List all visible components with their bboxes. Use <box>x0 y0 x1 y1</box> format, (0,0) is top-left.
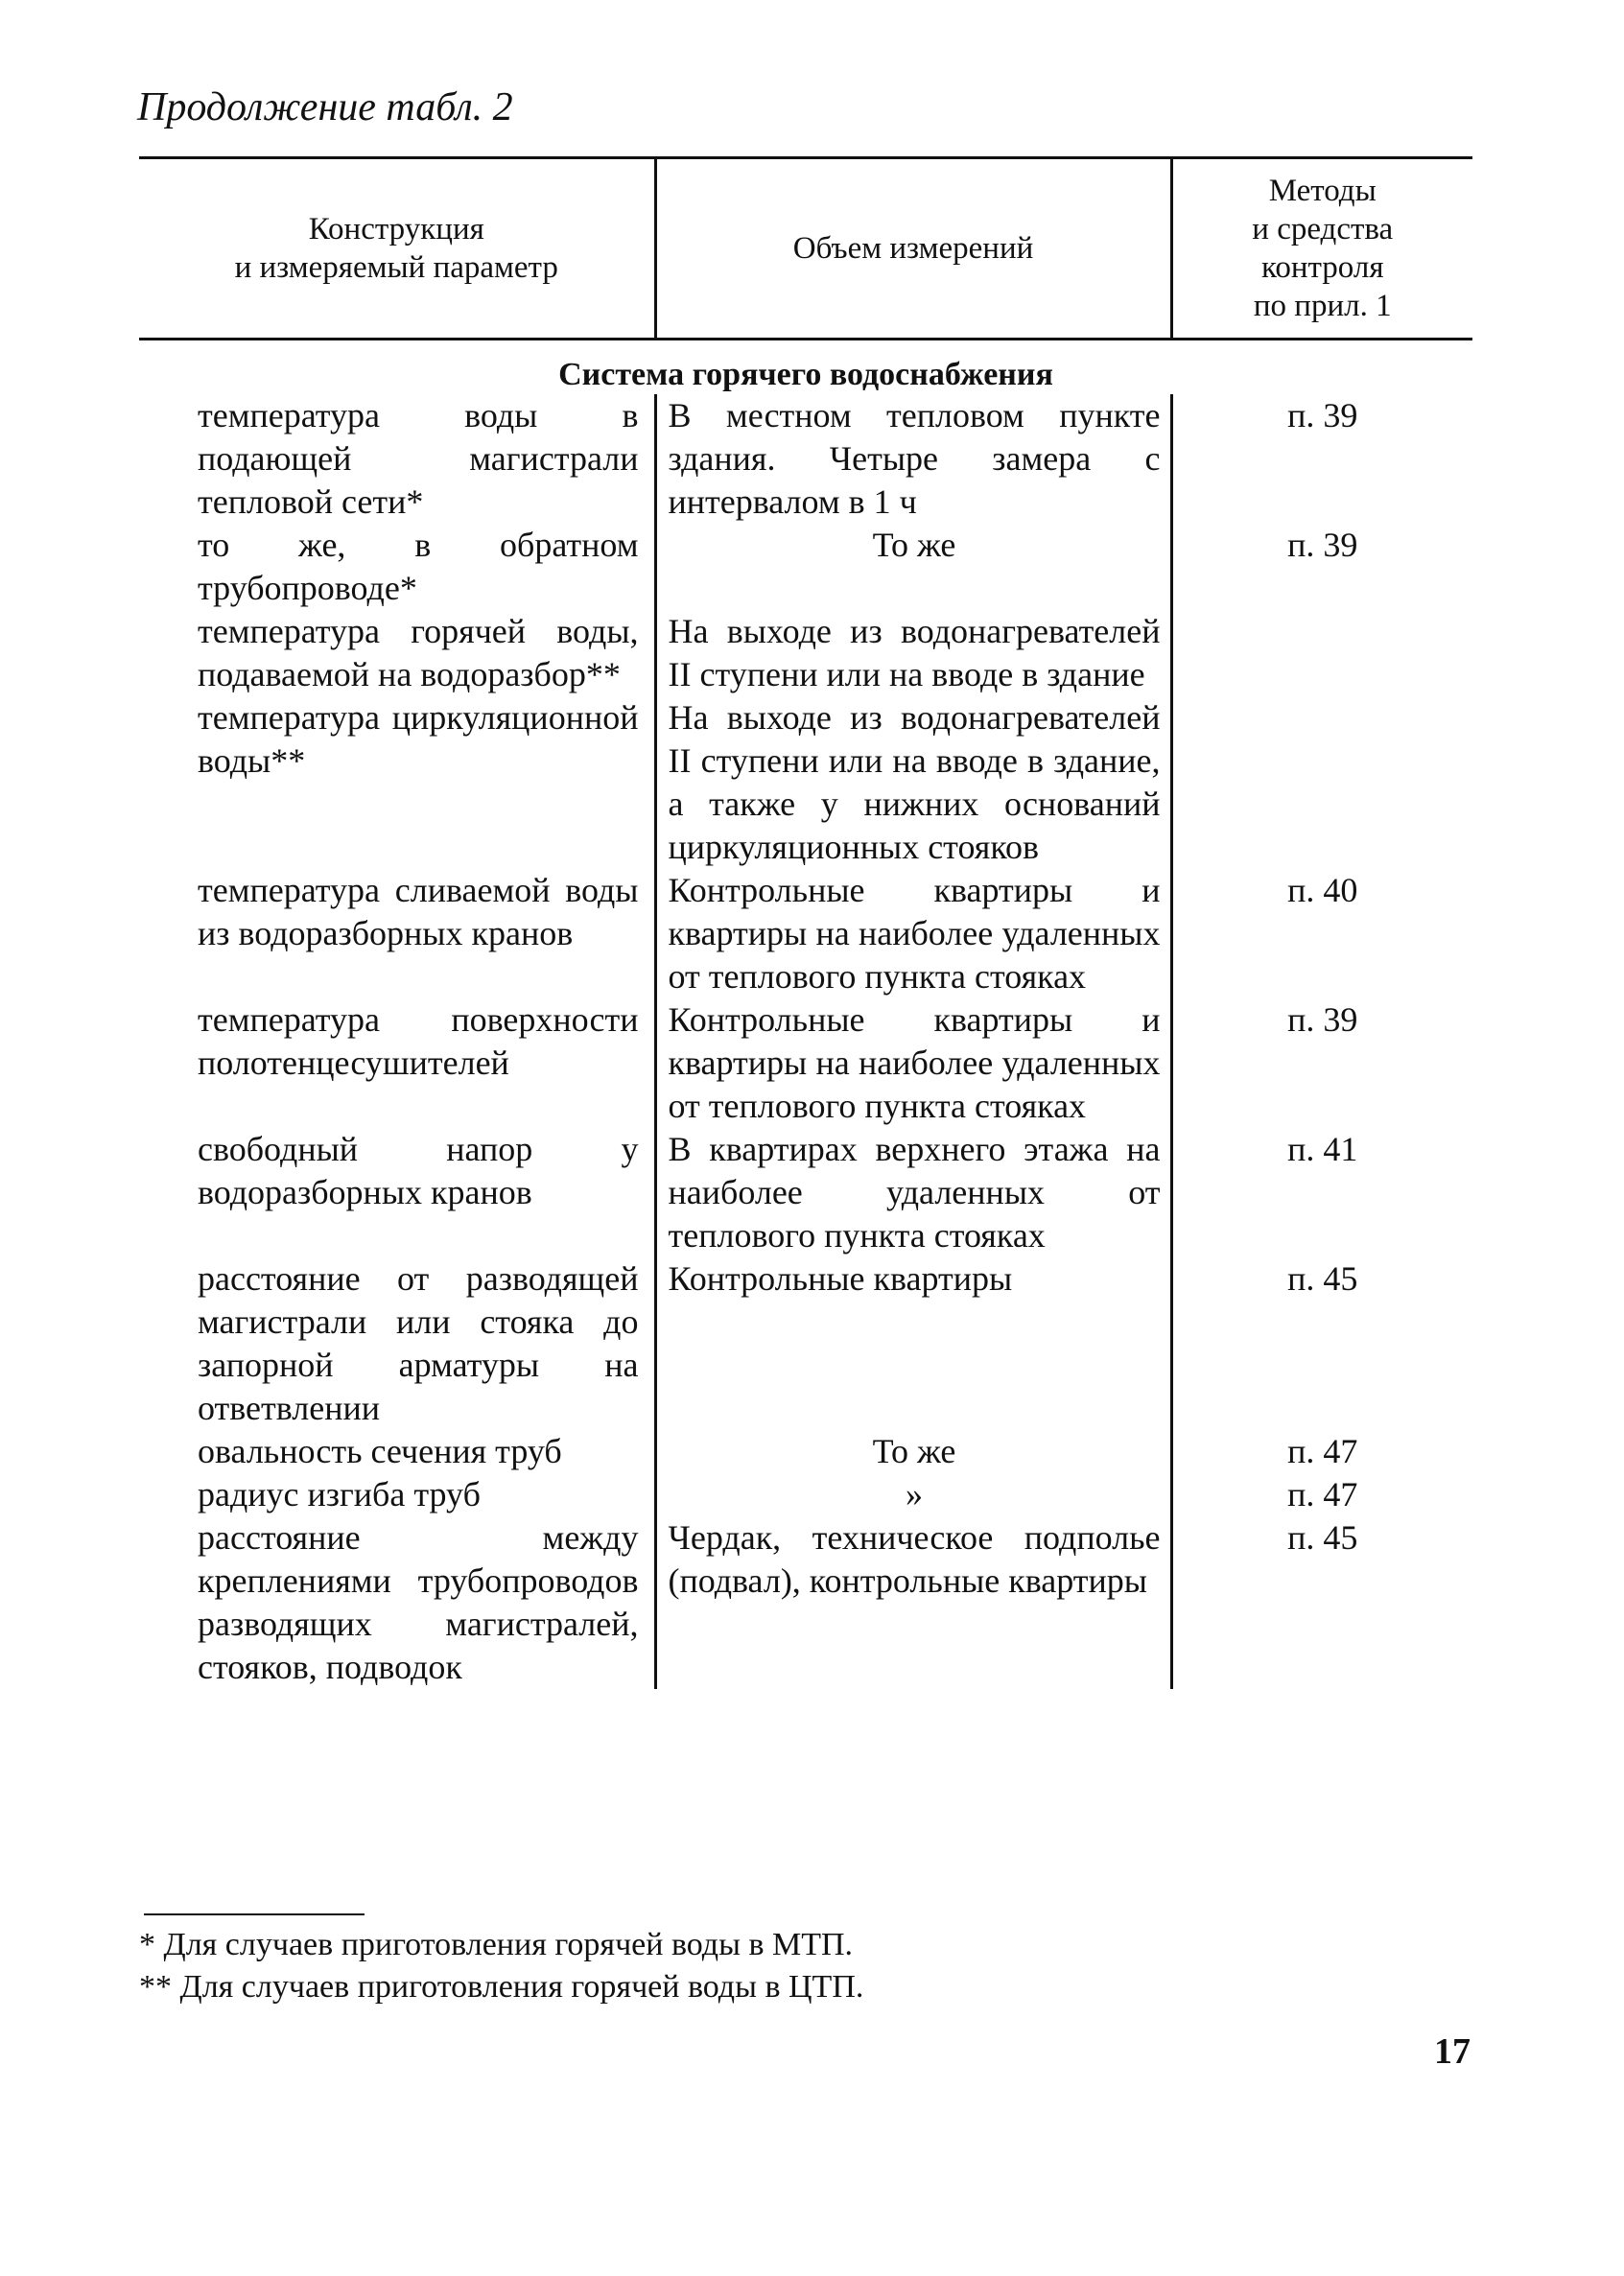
parameter-cell: свободный напор у водоразборных кранов <box>139 1128 655 1257</box>
parameter-cell: то же, в обратном трубопроводе* <box>139 524 655 610</box>
scope-cell: Контрольные квартиры и квартиры на наиболее удаленных от теплового пункта стояках <box>655 869 1171 998</box>
table-row <box>139 1516 1472 1689</box>
parameter-cell: расстояние от разводящей магистрали или стояка до запорной арматуры на ответвлении <box>139 1257 655 1430</box>
table-row <box>139 1128 1472 1257</box>
method-cell <box>1171 696 1472 869</box>
table-row <box>139 394 1472 524</box>
inspection-table <box>139 156 1472 1689</box>
method-cell: п. 41 <box>1287 1130 1358 1168</box>
footnote-ctp: ** Для случаев приготовления горячей воды в ЦТП. <box>139 1969 864 2005</box>
table-row <box>139 1257 1472 1430</box>
method-cell <box>1171 610 1472 696</box>
method-cell: п. 40 <box>1287 871 1358 909</box>
footnote-divider <box>144 1913 365 1915</box>
table-row <box>139 610 1472 696</box>
scope-cell: » <box>655 1473 1171 1516</box>
table-header-row <box>139 158 1472 340</box>
parameter-cell: расстояние между креплениями трубопроводов разводящих магистралей, стояков, подводок <box>139 1516 655 1689</box>
scope-cell: Чердак, техническое подполье (подвал), контрольные квартиры <box>655 1516 1171 1689</box>
header-label: Конструкция и измеряемый параметр <box>234 212 558 285</box>
scope-cell: В квартирах верхнего этажа на наиболее удаленных от теплового пункта стояках <box>655 1128 1171 1257</box>
parameter-cell: температура циркуляционной воды** <box>139 696 655 869</box>
method-cell: п. 39 <box>1287 1000 1358 1039</box>
header-control-methods <box>1171 158 1472 340</box>
method-cell: п. 39 <box>1287 396 1358 434</box>
table-row <box>139 696 1472 869</box>
footnotes <box>139 1924 863 2008</box>
page-number: 17 <box>1434 2031 1471 2072</box>
table-row <box>139 524 1472 610</box>
header-label: Методы и средства контроля по прил. 1 <box>1252 174 1394 323</box>
table-continuation-caption: Продолжение табл. 2 <box>137 85 513 129</box>
table-row <box>139 1430 1472 1473</box>
scope-cell: То же <box>655 1430 1171 1473</box>
header-measurement-scope <box>655 158 1171 340</box>
parameter-cell: радиус изгиба труб <box>139 1473 655 1516</box>
section-title: Система горячего водоснабжения <box>558 357 1053 392</box>
table-row <box>139 998 1472 1128</box>
scope-cell: На выходе из водонагревателей II ступени или на вводе в здание <box>655 610 1171 696</box>
table-row <box>139 1473 1472 1516</box>
header-construction-parameter <box>139 158 655 340</box>
table <box>139 156 1472 1689</box>
scope-cell: В местном тепловом пункте здания. Четыре замера с интервалом в 1 ч <box>655 394 1171 524</box>
scope-cell: На выходе из водонагревателей II ступени или на вводе в здание, а также у нижних оснований циркуляционных стояков <box>655 696 1171 869</box>
method-cell: п. 39 <box>1287 526 1358 564</box>
parameter-cell: температура поверхности полотенцесушителей <box>139 998 655 1128</box>
header-label: Объем измерений <box>792 231 1034 266</box>
parameter-cell: овальность сечения труб <box>139 1430 655 1473</box>
scope-cell: Контрольные квартиры <box>655 1257 1171 1430</box>
parameter-cell: температура сливаемой воды из водоразборных кранов <box>139 869 655 998</box>
parameter-cell: температура горячей воды, подаваемой на водоразбор** <box>139 610 655 696</box>
parameter-cell: температура воды в подающей магистрали тепловой сети* <box>139 394 655 524</box>
method-cell: п. 47 <box>1287 1475 1358 1513</box>
scope-cell: То же <box>655 524 1171 610</box>
method-cell: п. 45 <box>1287 1518 1358 1557</box>
section-row <box>139 340 1472 395</box>
table-row <box>139 869 1472 998</box>
scope-cell: Контрольные квартиры и квартиры на наиболее удаленных от теплового пункта стояках <box>655 998 1171 1128</box>
method-cell: п. 47 <box>1287 1432 1358 1470</box>
method-cell: п. 45 <box>1287 1259 1358 1298</box>
footnote-mtp: * Для случаев приготовления горячей воды в МТП. <box>139 1927 854 1962</box>
